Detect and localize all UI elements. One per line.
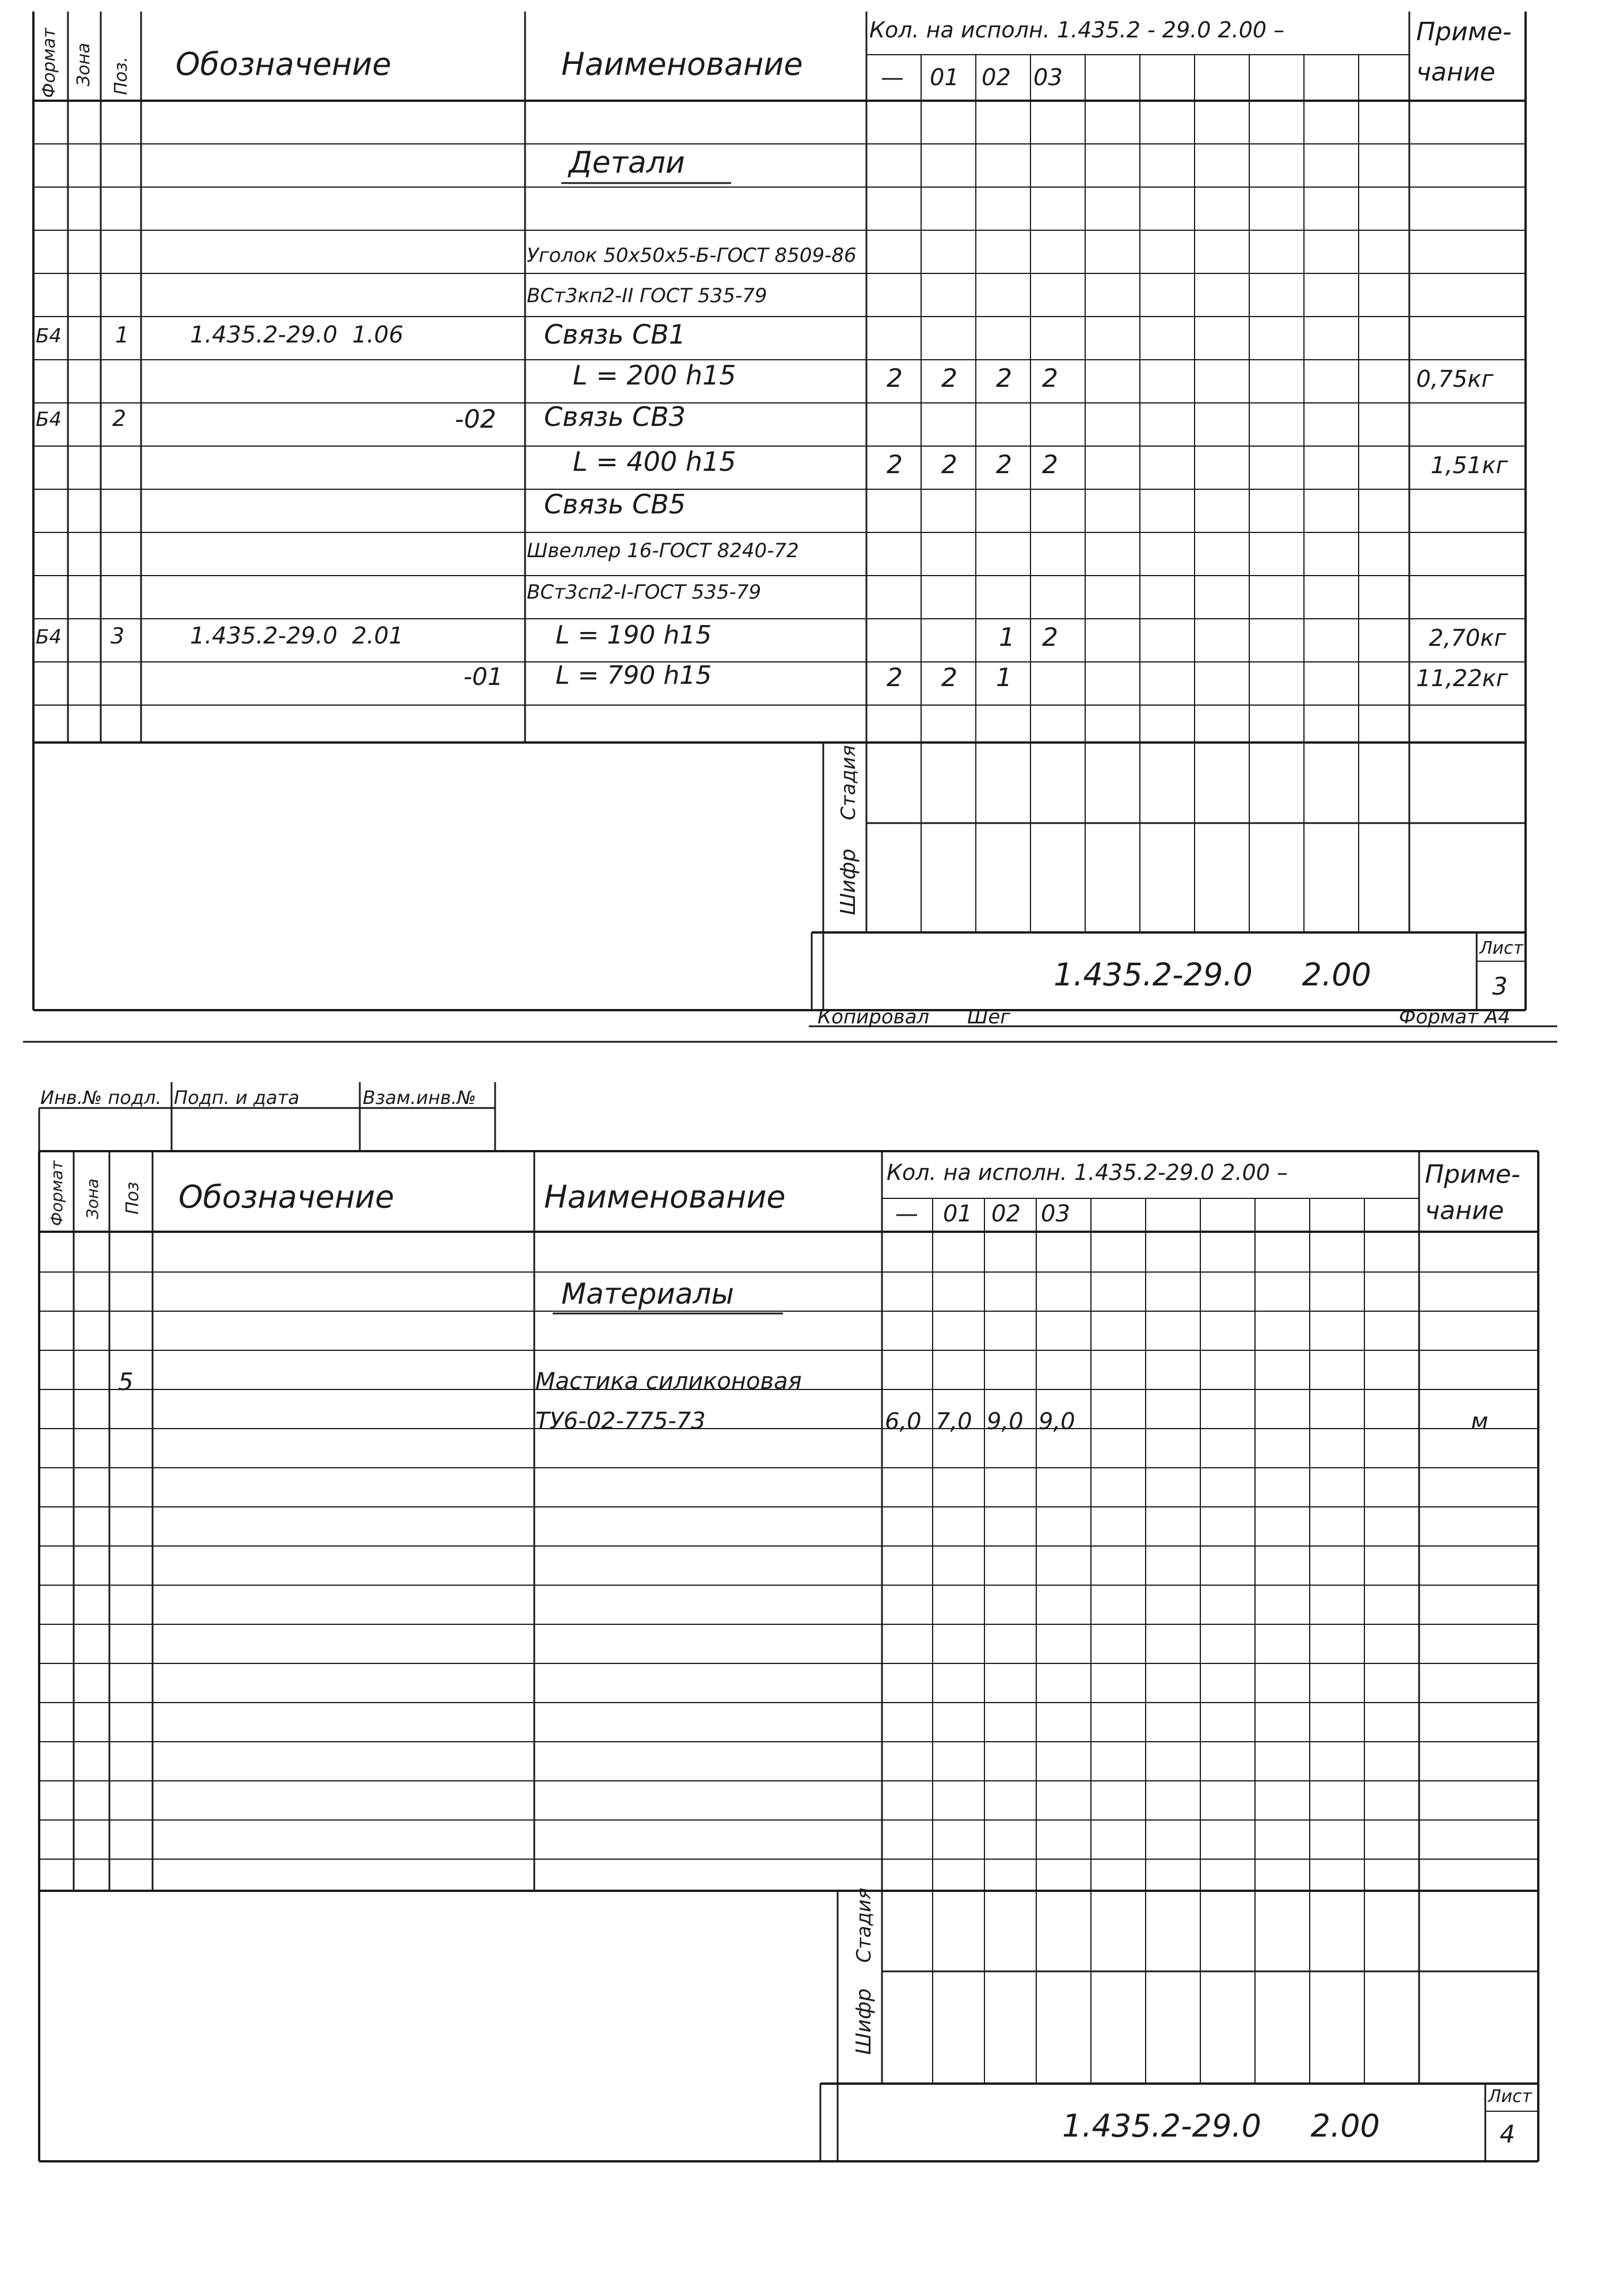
material-line: Уголок 50х50х5-Б-ГОСТ 8509-86 xyxy=(527,244,857,267)
row-qty: 9,0 xyxy=(1039,1408,1075,1435)
row-note: 0,75кг xyxy=(1416,366,1494,393)
row-qty: 2 xyxy=(996,450,1012,479)
row-qty: 2 xyxy=(887,450,903,479)
header-note-bottom: чание xyxy=(1416,58,1496,87)
document-code: 1.435.2-29.0 2.00 xyxy=(1062,2108,1380,2144)
row-designation: 1.435.2-29.0 1.06 xyxy=(190,322,404,348)
row-qty: 2 xyxy=(1042,623,1058,652)
row-qty: 6,0 xyxy=(885,1408,922,1435)
row-pos: 1 xyxy=(115,322,130,348)
table-row xyxy=(573,360,1494,393)
variant-header: 01 xyxy=(943,1201,972,1227)
header-qty: Кол. на исполн. 1.435.2-29.0 2.00 – xyxy=(887,1160,1288,1185)
row-pos: 3 xyxy=(111,623,125,649)
row-pos: 5 xyxy=(118,1368,134,1396)
variant-header: 02 xyxy=(991,1201,1021,1227)
row-qty: 7,0 xyxy=(936,1408,972,1435)
row-qty: 1 xyxy=(999,623,1015,652)
variant-header: — xyxy=(895,1201,918,1227)
sheet-label: Лист xyxy=(1488,2086,1532,2107)
sheet-number: 4 xyxy=(1500,2120,1515,2148)
variant-header: 03 xyxy=(1033,64,1063,91)
row-pos: 2 xyxy=(112,406,127,431)
variant-headers xyxy=(881,64,1063,91)
section-title-details: Детали xyxy=(569,146,685,180)
copied-signature: Шег xyxy=(967,1006,1011,1029)
header-format: Формат xyxy=(47,1160,66,1226)
row-qty: 2 xyxy=(941,663,957,692)
header-zone: Зона xyxy=(74,43,94,86)
row-name: L = 200 h15 xyxy=(573,360,736,391)
sheet-2 xyxy=(39,1082,1538,2161)
header-qty: Кол. на исполн. 1.435.2 - 29.0 2.00 – xyxy=(869,17,1285,43)
header-note-top: Приме- xyxy=(1416,17,1512,47)
row-name: ТУ6-02-775-73 xyxy=(535,1408,706,1434)
document-code: 1.435.2-29.0 2.00 xyxy=(1054,957,1371,993)
variant-header: 02 xyxy=(982,64,1011,91)
row-qty: 2 xyxy=(941,450,957,479)
row-name: Связь СВ1 xyxy=(544,319,686,350)
row-format: Б4 xyxy=(36,626,62,649)
row-qty: 2 xyxy=(1042,450,1058,479)
row-qty: 9,0 xyxy=(987,1408,1024,1435)
row-name: L = 400 h15 xyxy=(573,446,736,477)
row-name: Мастика силиконовая xyxy=(535,1368,802,1395)
material-line: ВСт3сп2-I-ГОСТ 535-79 xyxy=(527,581,762,604)
stamp-block xyxy=(39,1082,495,1151)
row-note: м xyxy=(1471,1408,1489,1435)
row-note: 11,22кг xyxy=(1416,665,1508,692)
row-designation: -01 xyxy=(463,662,503,691)
table-row xyxy=(535,1408,1488,1435)
table-row xyxy=(36,319,686,350)
variant-headers xyxy=(895,1201,1070,1227)
sheet-2-grid xyxy=(39,1151,1538,2161)
row-note: 1,51кг xyxy=(1431,452,1508,479)
copied-label: Копировал xyxy=(817,1006,930,1029)
cipher-label: Шифр xyxy=(836,848,860,915)
sheet-2-frame xyxy=(39,1151,1538,2161)
row-qty: 2 xyxy=(887,663,903,692)
row-qty: 2 xyxy=(1042,364,1058,393)
stamp-replace-label: Взам.инв.№ xyxy=(363,1087,476,1109)
row-format: Б4 xyxy=(36,325,62,348)
row-qty: 2 xyxy=(996,364,1012,393)
header-designation: Обозначение xyxy=(178,1179,394,1215)
format-label: Формат А4 xyxy=(1399,1006,1511,1029)
header-name: Наименование xyxy=(544,1179,786,1215)
row-name: Связь СВ3 xyxy=(544,401,686,432)
header-note-top: Приме- xyxy=(1425,1160,1520,1189)
sheet-label: Лист xyxy=(1480,938,1524,958)
table-row xyxy=(36,620,1507,652)
header-format: Формат xyxy=(39,28,59,98)
row-note: 2,70кг xyxy=(1429,625,1507,652)
row-designation: 1.435.2-29.0 2.01 xyxy=(190,623,404,649)
material-line: Швеллер 16-ГОСТ 8240-72 xyxy=(527,539,799,562)
row-format: Б4 xyxy=(36,408,62,431)
sheet-number: 3 xyxy=(1492,972,1508,1000)
row-qty: 1 xyxy=(996,663,1012,692)
sheet-1-frame xyxy=(33,12,1557,1026)
header-name: Наименование xyxy=(561,46,803,82)
header-pos: Поз. xyxy=(111,56,131,95)
row-name: L = 190 h15 xyxy=(556,620,712,650)
row-name: L = 790 h15 xyxy=(556,661,712,690)
row-designation: -02 xyxy=(455,405,496,434)
variant-header: 01 xyxy=(930,64,959,91)
variant-header: — xyxy=(881,64,904,91)
table-row xyxy=(544,489,686,520)
row-name: Связь СВ5 xyxy=(544,489,686,520)
header-zone: Зона xyxy=(83,1178,102,1219)
stage-label: Стадия xyxy=(837,745,860,820)
variant-header: 03 xyxy=(1041,1201,1070,1227)
header-note-bottom: чание xyxy=(1425,1196,1504,1225)
section-title-materials: Материалы xyxy=(561,1277,734,1311)
row-qty: 2 xyxy=(887,364,903,393)
row-qty: 2 xyxy=(941,364,957,393)
table-row xyxy=(573,446,1508,479)
stamp-sign-label: Подп. и дата xyxy=(174,1087,299,1109)
sheet-1 xyxy=(33,12,1557,1029)
table-row xyxy=(463,661,1509,692)
header-designation: Обозначение xyxy=(176,46,391,82)
header-pos: Поз xyxy=(123,1182,143,1214)
stage-label: Стадия xyxy=(853,1887,876,1963)
sheet-1-grid xyxy=(33,12,1526,1010)
stamp-inv-label: Инв.№ подл. xyxy=(40,1087,162,1109)
cipher-label: Шифр xyxy=(852,1988,876,2055)
material-line: ВСт3кп2-II ГОСТ 535-79 xyxy=(527,284,767,307)
table-row xyxy=(118,1368,802,1396)
table-row xyxy=(36,401,686,434)
